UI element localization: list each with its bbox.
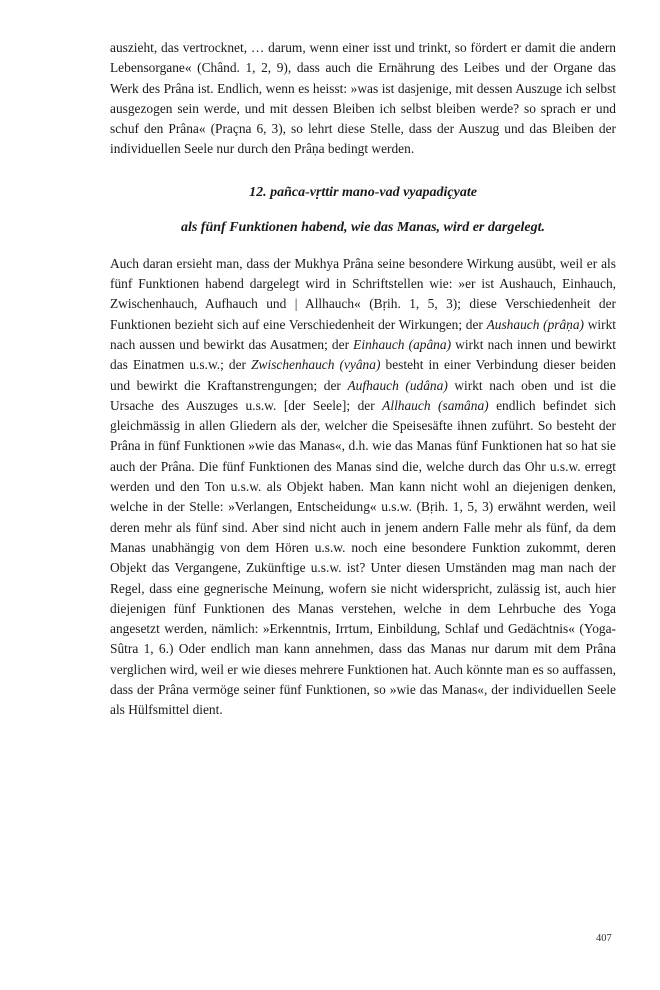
text-run: wirkt nach innen und bewirkt das Einatmen u.s.w.; der [110,336,617,373]
sutra-heading: 12. pañca-vṛttir mano-vad vyapadiçyate [249,184,477,200]
text-run: wirkt nach aussen und bewirkt das Ausatmen; der [110,316,616,352]
italic-term: Aufhauch (udâna) [347,377,448,393]
italic-term: Allhauch (samâna) [382,397,489,413]
text-run: besteht in einer Verbindung dieser beiden und bewirkt die Kraftanstrengungen; der [110,357,616,393]
page-body [110,38,616,721]
page-number: 407 [596,933,612,944]
italic-term: Aushauch (prâṇa) [486,316,585,332]
text-run: Auch daran ersieht man, dass der Mukhya Prâna seine besondere Wirkung ausübt, weil er als fünf Funktionen habend dargelegt wird in Schriftstellen wie: »er ist Aushauch, Einhauch, Zwischenhauch, Aufhauch und | Allhauch« (Bṛih. 1, 5, 3); diese Verschiedenheit der Funktionen bezieht sich auf eine Verschiedenheit der Wirkungen; der [110,255,616,332]
paragraph-continuation: auszieht, das vertrocknet, … darum, wenn einer isst und trinkt, so fördert er damit die andern Lebensorgane« (Chând. 1, 2, 9), dass auch die Ernährung des Leibes und der Organe das Werk des Prâna ist. Endlich, wenn es heisst: »was ist dasjenige, mit dessen Auszuge ich selbst ausgezogen sein werde, und mit dessen Bleiben ich selbst bleiben werde? so sprach er und schuf den Prâna« (Praçna 6, 3), so lehrt diese Stelle, dass der Auszug und das Bleiben der individuellen Seele nur durch den Prâṇa bedingt werden. [110,40,616,157]
sutra-translation: als fünf Funktionen habend, wie das Manas, wird er dargelegt. [180,219,546,235]
italic-term: Einhauch (apâna) [353,336,452,352]
text-run: endlich befindet sich gleichmässig in allen Gliedern als der, welcher die Speisesäfte ihnen zuführt. So besteht der Prâna in fünf Funktionen »wie das Manas«, d.h. wie das Manas fünf Funktionen hat so hat sie auch der Prâna. Die fünf Funktionen des Manas sind die, welche durch das Ohr u.s.w. erregt werden und den Ton u.s.w. als Objekt haben. Man kann nicht wohl an diejenigen denken, welche in der Stelle: »Verlangen, Entscheidung« u.s.w. (Bṛih. 1, 5, 3) erwähnt werden, weil deren mehr als fünf sind. Aber sind nicht auch in jenem andern Falle mehr als fünf, da dem Manas unabhängig von dem Hören u.s.w. noch eine besondere Funktion zukommt, deren Objekt das Vergangene, Zukünftige u.s.w. ist? Unter diesen Umständen mag man nach der Regel, dass eine gegnerische Meinung, wofern sie nicht widerspricht, zulässig ist, auch hier diejenigen fünf Funktionen des Manas verstehen, welche in dem Lehrbuche des Yoga angesetzt werden, nämlich: »Erkenntnis, Irrtum, Einbildung, Schlaf und Gedächtnis« (Yoga-Sûtra 1, 6.) Oder endlich man kann annehmen, dass das Manas nur darum mit dem Prâna verglichen wird, weil er wie dieses mehrere Funktionen hat. Auch könnte man es so auffassen, dass der Prâna vermöge seiner fünf Funktionen, so »wie das Manas«, der individuellen Seele als Hülfsmittel dient. [110,397,616,718]
commentary-paragraph [110,254,616,721]
italic-term: Zwischenhauch (vyâna) [251,357,381,373]
text-run: wirkt nach oben und ist die Ursache des Auszuges u.s.w. [der Seele]; der [110,377,616,413]
